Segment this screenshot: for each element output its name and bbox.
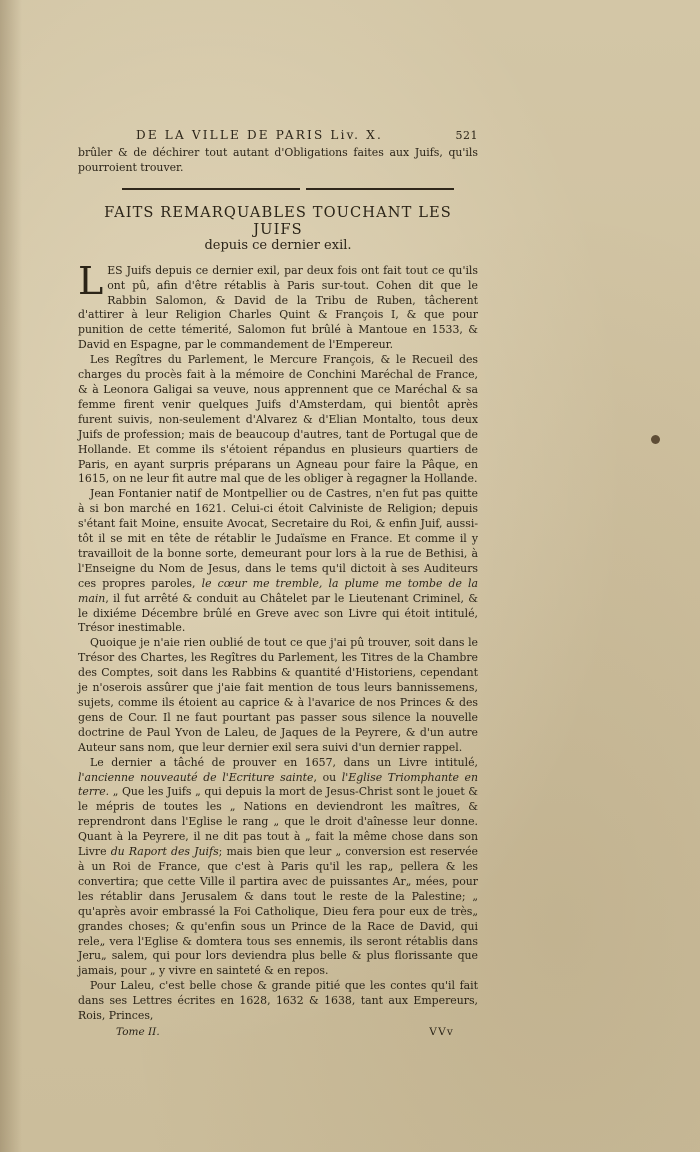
paragraph-3-text-a: Jean Fontanier natif de Montpellier ou de Castres, n'en fut pas quitte à si bon marché en 1621. Celui-ci étoit Calviniste de Religion; depuis s'étant fait Moine, ensuite Avocat, Secretaire du Roi, & enfin Juif, aussi-tôt il se mit en tête de rétablir le Judaïsme en France. Et comme il y travailloit de la bonne sorte, demeurant pour lors à la rue de Bethisi, à l'Enseigne du Nom de Jesus, dans le tems qu'il dictoit à ses Auditeurs ces propres paroles, xyxy=(78,487,478,590)
paragraph-1-text: ES Juifs depuis ce dernier exil, par deux fois ont fait tout ce qu'ils ont pû, afin d'être rétablis à Paris sur-tout. Cohen dit que le Rabbin Salomon, & David de la Tribu de Ruben, tâcherent d'attirer à leur Religion Charles Quint & François I, & que pour punition de cette témerité, Salomon fut brûlé à Mantoue en 1533, & David en Espagne, par le commandement de l'Empereur. xyxy=(78,263,478,352)
paragraph-1 xyxy=(78,258,478,353)
drop-cap: L xyxy=(78,258,104,303)
paragraph-5-book-title-1: l'ancienne nouveauté de l'Ecriture sainte xyxy=(78,770,314,784)
paragraph-5-text-c: „ Que les Juifs „ qui depuis la mort de Jesus-Christ sont le jouet & le mépris de toutes les „ Nations en deviendront les maîtres, & reprendront dans l'Eglise le rang „ que le droit d'aînesse leur donne. Quant à la Peyrere, il ne dit pas tout à „ fait la même chose dans son Livre xyxy=(78,785,478,859)
signature-mark: VVv xyxy=(429,1025,454,1038)
paragraph-3 xyxy=(78,487,478,636)
ink-stain xyxy=(651,435,660,444)
running-title: DE LA VILLE DE PARIS Liv. X. xyxy=(136,128,383,142)
paragraph-6: Pour Laleu, c'est belle chose & grande pitié que les contes qu'il fait dans ses Lettres écrites en 1628, 1632 & 1638, tant aux Empereurs, Rois, Princes, xyxy=(78,979,478,1023)
paragraph-4: Quoique je n'aie rien oublié de tout ce que j'ai pû trouver, soit dans le Trésor des Chartes, les Regîtres du Parlement, les Titres de la Chambre des Comptes, soit dans les Rabbins & quantité d'Historiens, cependant je n'oserois assûrer que j'aie fait mention de tous leurs bannissemens, sujets, comme ils étoient au caprice & à l'avarice de nos Princes & des gens de Cour. Il ne faut pourtant pas passer sous silence la nouvelle doctrine de Paul Yvon de Laleu, de Jaques de la Peyrere, & d'un autre Auteur sans nom, que leur dernier exil sera suivi d'un dernier rappel. xyxy=(78,636,478,754)
paragraph-2: Les Regîtres du Parlement, le Mercure François, & le Recueil des charges du procès fait à la mémoire de Conchini Maréchal de France, & à Leonora Galigai sa veuve, nous apprennent que ce Maréchal & sa femme firent venir quelques Juifs d'Amsterdam, qui bientôt après furent suivis, non-seulement d'Alvarez & d'Elian Montalto, tous deux Juifs de profession; mais de beaucoup d'autres, tant de Portugal que de Hollande. Et comme ils s'étoient répandus en plusieurs quartiers de Paris, en ayant surpris préparans un Agneau pour faire la Pâque, en 1615, on ne leur fit autre mal que de les obliger à regagner la Hollande. xyxy=(78,353,478,486)
section-title: FAITS REMARQUABLES TOUCHANT LES JUIFS xyxy=(104,203,452,238)
running-head xyxy=(136,128,478,144)
paragraph-5-text-a: Le dernier a tâché de prouver en 1657, dans un Livre intitulé, xyxy=(90,755,478,769)
paragraph-3-text-b: , il fut arrêté & conduit au Châtelet par le Lieutenant Criminel, & le dixiéme Décembre brûlé en Greve avec son Livre qui étoit intitulé, Trésor inestimable. xyxy=(78,591,478,635)
section-divider-rule xyxy=(122,188,300,190)
volume-label: Tome II. xyxy=(116,1025,160,1038)
page-gutter-shadow xyxy=(0,0,22,1152)
paragraph-5-book-title-2: l'Eglise Triomphante en terre. xyxy=(78,770,479,799)
paragraph-5-book-title-3: du Raport des Juifs xyxy=(110,845,219,859)
section-subtitle: depuis ce dernier exil. xyxy=(204,237,352,253)
page-number: 521 xyxy=(455,129,478,142)
continuation-text: brûler & de déchirer tout autant d'Obligations faites aux Juifs, qu'ils pourroient trouver. xyxy=(78,145,478,174)
paragraph-5 xyxy=(78,756,478,980)
paragraph-5-text-b: , ou xyxy=(313,770,337,784)
text-block xyxy=(78,128,478,1040)
page-footer xyxy=(78,1025,478,1040)
paragraph-3-quote: le cœur me tremble, la plume me tombe de la main xyxy=(78,576,479,605)
paragraph-5-text-d: ; mais bien que leur „ conversion est reservée à un Roi de France, que c'est à Paris qu'il les rap„ pellera & les convertira; que cette Ville il partira avec de puissantes Ar„ mées, pour les rétablir dans Jerusalem & dans tout le reste de la Palestine; „ qu'après avoir embrassé la Foi Catholique, Dieu fera pour eux de très„ grandes choses; & qu'enfin sous un Prince de la Race de David, qui rele„ vera l'Eglise & domtera tous ses ennemis, ils seront rétablis dans Jeru„ salem, qui pour lors deviendra plus belle & plus florissante que jamais, pour „ y vivre en sainteté & en repos. xyxy=(78,845,478,978)
